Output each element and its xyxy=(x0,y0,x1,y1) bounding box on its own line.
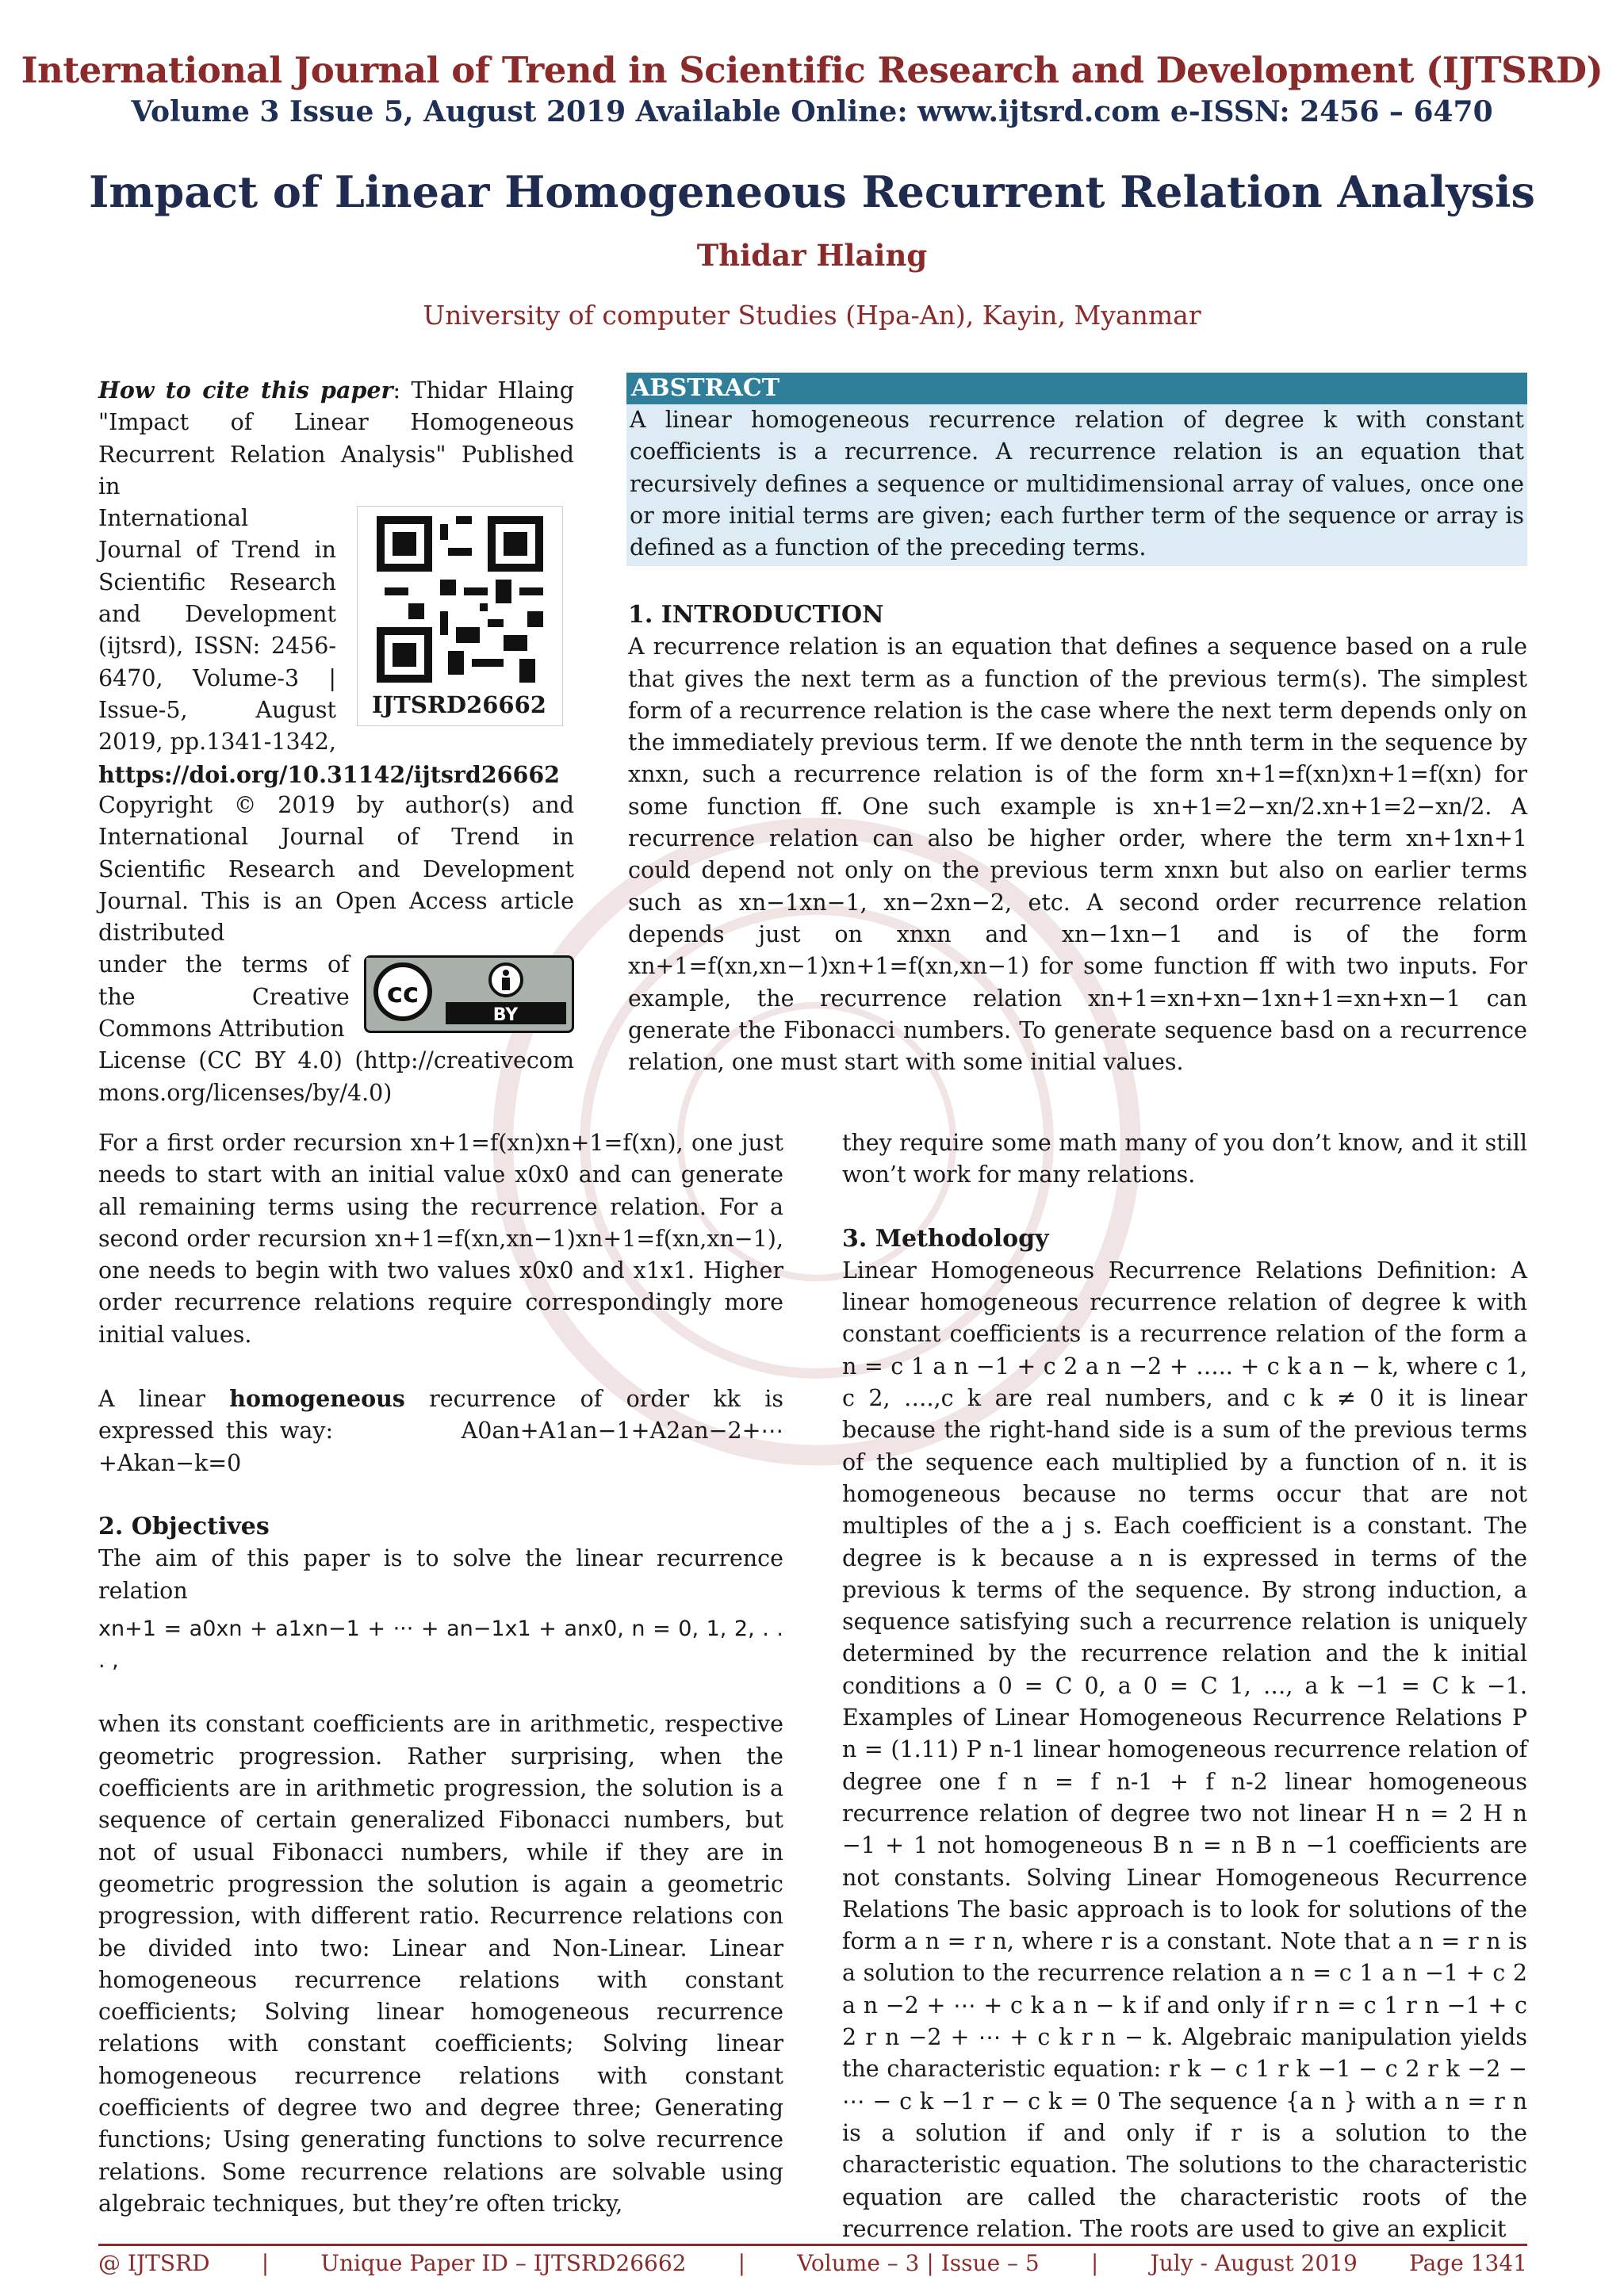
homogeneous-term: homogeneous xyxy=(229,1385,405,1413)
citation-text: : Thidar Hlaing "Impact of Linear Homogeneous Recurrent Relation Analysis" Published in xyxy=(98,377,575,499)
creative-commons-icon xyxy=(366,958,569,1026)
footer-page-number: Page 1341 xyxy=(1409,2250,1527,2276)
abstract-heading: ABSTRACT xyxy=(626,373,1527,404)
cc-badge-text: BY xyxy=(492,1005,519,1026)
introduction-body: A recurrence relation is an equation that defines a sequence based on a rule that gives the next term as a function of the previous term(s). The simplest form of a recurrence relation is the case where the next term depends only on the immediately previous term. If we denote the nnth term in the sequence by xnxn, such a recurrence relation is of the form xn+1=f(xn)xn+1=f(xn) for some function ff. One such example is xn+1=2−xn/2.xn+1=2−xn/2. A recurrence relation can also be higher order, where the term xn+1xn+1 could depend not only on the previous term xnxn but also on earlier terms such as xn−1xn−1, xn−2xn−2, etc. A second order recurrence relation depends just on xnxn and xn−1xn−1 and is of the form xn+1=f(xn,xn−1)xn+1=f(xn,xn−1) for some function ff with two inputs. For example, the recurrence relation xn+1=xn+xn−1xn+1=xn+xn−1 can generate the Fibonacci numbers. To generate sequence basd on a recurrence relation, one must start with some initial values. xyxy=(628,633,1527,1076)
right-para-1: they require some math many of you don’t know, and it still won’t work for many relations. xyxy=(842,1130,1527,1188)
citation-details: International Journal of Trend in Scientific Research and Development (ijtsrd), ISSN: 2456-6470, Volume-3 | Issue-5, August 2019, pp.1341-1342, xyxy=(98,505,336,756)
paper-title: Impact of Linear Homogeneous Recurrent Relation Analysis xyxy=(89,166,1535,217)
methodology-body: Linear Homogeneous Recurrence Relations Definition: A linear homogeneous recurrence relation of degree k with constant coefficients is a recurrence relation of the form a n = c 1 a n −1 + c 2 a n −2 + ….. + c k a n − k, where c 1, c 2, ….,c k are real numbers, and c k ≠ 0 it is linear because the right-hand side is a sum of the previous terms of the sequence each multiplied by a function of n. it is homogeneous because no terms occur that are not multiples of the a j s. Each coefficient is a constant. The degree is k because a n is expressed in terms of the previous k terms of the sequence. By strong induction, a sequence satisfying such a recurrence relation is uniquely determined by the recurrence relation and the k initial conditions a 0 = C 0, a 0 = C 1, …, a k −1 = C k −1. Examples of Linear Homogeneous Recurrence Relations P n = (1.11) P n-1 linear homogeneous recurrence relation of degree one f n = f n-1 + f n-2 linear homogeneous recurrence relation of degree two not linear H n = 2 H n −1 + 1 not homogeneous B n = n B n −1 coefficients are not constants. Solving Linear Homogeneous Recurrence Relations The basic approach is to look for solutions of the form a n = r n, where r is a constant. Note that a n = r n is a solution to the recurrence relation a n = c 1 a n −1 + c 2 a n −2 + ⋯ + c k a n − k if and only if r n = c 1 r n −1 + c 2 r n −2 + ⋯ + c k r n − k. Algebraic manipulation yields the characteristic equation: r k − c 1 r k −1 − c 2 r k −2 − ⋯ − c k −1 r − c k = 0 The sequence {a n } with a n = r n is a solution if and only if r is a solution to the characteristic equation. The solutions to the characteristic equation are called the characteristic roots of the recurrence relation. The roots are used to give an explicit xyxy=(842,1257,1527,2242)
footer-publisher: @ IJTSRD xyxy=(98,2250,210,2276)
copyright-license-text: under the terms of the Creative Commons Attribution xyxy=(98,951,350,1043)
citation-label: How to cite this paper xyxy=(98,377,393,404)
svg-text:cc: cc xyxy=(386,978,419,1010)
objectives-intro: The aim of this paper is to solve the linear recurrence relation xyxy=(98,1545,783,1604)
author-affiliation: University of computer Studies (Hpa-An), Kayin, Myanmar xyxy=(423,300,1201,331)
right-column xyxy=(842,1127,1527,2245)
introduction-section xyxy=(628,599,1527,1078)
introduction-heading: 1. INTRODUCTION xyxy=(628,601,884,629)
page-footer xyxy=(98,2250,1527,2276)
copyright-text: Copyright © 2019 by author(s) and International Journal of Trend in Scientific Research and Development Journal. This is an Open Access article distributed xyxy=(98,792,574,947)
footer-rule xyxy=(98,2244,1527,2246)
footer-separator: | xyxy=(1090,2250,1099,2276)
journal-name: International Journal of Trend in Scientific Research and Development (IJTSRD) xyxy=(21,49,1603,91)
left-para-3: when its constant coefficients are in arithmetic, respective geometric progression. Rather surprising, when the coefficients are in arithmetic progression, the solution is a sequence of certain generalized Fibonacci numbers, but not of usual Fibonacci numbers, while if they are in geometric progression the solution is again a geometric progression, with different ratio. Recurrence relations con be divided into two: Linear and Non-Linear. Linear homogeneous recurrence relations with constant coefficients; Solving linear homogeneous recurrence relations with constant coefficients; Solving linear homogeneous recurrence relations with constant coefficients of degree two and degree three; Generating functions; Using generating functions to solve recurrence relations. Some recurrence relations are solvable using algebraic techniques, but they’re often tricky, xyxy=(98,1711,783,2217)
qr-code xyxy=(357,506,563,726)
author-name: Thidar Hlaing xyxy=(696,238,928,273)
left-para-2: A linear homogeneous recurrence of order kk is expressed this way: A0an+A1an−1+A2an−2+⋯+Akan−k=0 xyxy=(98,1385,784,1476)
abstract-body: A linear homogeneous recurrence relation of degree k with constant coefficients is a recurrence. A recurrence relation is an equation that recursively defines a sequence or multidimensional array of values, once one or more initial terms are given; each further term of the sequence or array is defined as a function of the preceding terms. xyxy=(630,407,1524,561)
journal-meta: Volume 3 Issue 5, August 2019 Available Online: www.ijtsrd.com e-ISSN: 2456 – 6470 xyxy=(131,95,1493,128)
doi-link[interactable]: https://doi.org/10.31142/ijtsrd26662 xyxy=(98,760,560,788)
footer-volume: Volume – 3 | Issue – 5 xyxy=(797,2250,1040,2276)
footer-paper-id: Unique Paper ID – IJTSRD26662 xyxy=(320,2250,687,2276)
copyright-block xyxy=(98,790,574,1109)
citation-block xyxy=(98,374,574,791)
footer-separator: | xyxy=(261,2250,270,2276)
objectives-heading: 2. Objectives xyxy=(98,1512,270,1540)
copyright-license-url[interactable]: License (CC BY 4.0) (http://creativecommons.org/licenses/by/4.0) xyxy=(98,1047,574,1106)
objectives-formula: xn+1 = a0xn + a1xn−1 + ··· + an−1x1 + anx0, n = 0, 1, 2, . . . , xyxy=(98,1616,783,1674)
abstract-box xyxy=(626,373,1527,566)
left-para-1: For a first order recursion xn+1=f(xn)xn+1=f(xn), one just needs to start with an initial value x0x0 and can generate all remaining terms using the recurrence relation. For a second order recursion xn+1=f(xn,xn−1)xn+1=f(xn,xn−1), one needs to begin with two values x0x0 and x1x1. Higher order recurrence relations require correspondingly more initial values. xyxy=(98,1130,783,1348)
qr-code-icon xyxy=(377,516,543,683)
footer-separator: | xyxy=(737,2250,746,2276)
methodology-heading: 3. Methodology xyxy=(842,1224,1049,1253)
homogeneous-formula: A0an+A1an−1+A2an−2+⋯+Akan−k=0 xyxy=(98,1418,784,1476)
qr-code-label: IJTSRD26662 xyxy=(372,691,546,718)
left-column xyxy=(98,1127,783,2220)
cc-by-badge xyxy=(364,955,574,1033)
footer-date: July - August 2019 xyxy=(1150,2250,1358,2276)
